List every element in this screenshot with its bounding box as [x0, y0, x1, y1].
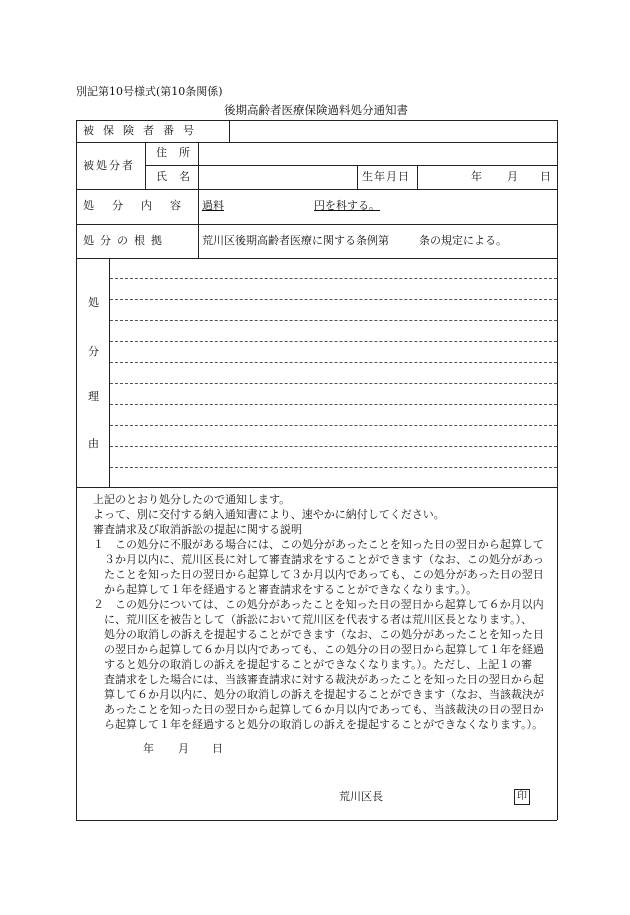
- reason-label-char: 処: [88, 296, 99, 309]
- explanation-line: から起算して１年を経過すると審査請求をすることができなくなります。）。: [104, 583, 478, 596]
- explanation-line: ら起算して１年を経過すると処分の取消しの訴えを提起することができなくなります。）。: [104, 718, 544, 731]
- insured-number-label: 被保険者番号: [83, 124, 203, 137]
- explanation-line: ３か月以内に、荒川区長に対して審査請求をすることができます（なお、この処分があっ: [104, 553, 544, 566]
- basis-text: [202, 234, 507, 248]
- address-field[interactable]: [199, 143, 556, 164]
- basis-text-ordinance: 荒川区後期高齢者医療に関する条例第: [202, 234, 389, 247]
- seal-mark: 印: [514, 789, 530, 805]
- explanation-line: すると処分の取消しの訴えを提起することができなくなります。）。ただし、上記１の審: [104, 658, 533, 671]
- address-label: 住所: [156, 146, 202, 159]
- basis-label: 処分の根拠: [83, 234, 168, 247]
- explanation-line: あったことを知った日の翌日から起算して６か月以内であっても、当該裁決の日の翌日か: [104, 703, 544, 716]
- form-reference: 別記第10号様式(第10条関係): [76, 85, 223, 98]
- issuer-name: 荒川区長: [339, 790, 383, 803]
- document-title: 後期高齢者医療保険過料処分通知書: [224, 103, 408, 117]
- explanation-line: 査請求をした場合には、当該審査請求に対する裁決があったことを知った日の翌日から起: [104, 673, 544, 686]
- fine-prefix: 過料: [202, 199, 224, 212]
- explanation-line: たことを知った日の翌日から起算して３か月以内であっても、この処分があった日の翌日: [104, 568, 544, 581]
- dob-label: 生年月日: [362, 170, 410, 183]
- notice-line-1: 上記のとおり処分したので通知します。: [93, 493, 291, 506]
- issue-month-unit: 月: [178, 742, 189, 755]
- notice-line-2: よって、別に交付する納入通知書により、速やかに納付してください。: [93, 508, 445, 521]
- insured-number-field[interactable]: [230, 121, 556, 141]
- dob-field[interactable]: [418, 166, 556, 188]
- name-field[interactable]: [199, 166, 356, 188]
- dob-year-unit: 年: [471, 170, 482, 183]
- explanation-heading: 審査請求及び取消訴訟の提起に関する説明: [93, 523, 302, 536]
- issue-year-unit: 年: [143, 742, 154, 755]
- dob-day-unit: 日: [540, 170, 551, 183]
- explanation-line: ２ この処分については、この処分があったことを知った日の翌日から起算して６か月以内: [93, 598, 544, 611]
- name-label: 氏名: [156, 170, 202, 183]
- explanation-line: 処分の取消しの訴えを提起することができます（なお、この処分があったことを知った日: [104, 628, 544, 641]
- reason-label-char: 分: [88, 345, 99, 358]
- explanation-line: １ この処分に不服がある場合には、この処分があったことを知った日の翌日から起算して: [93, 538, 544, 551]
- explanation-line: に、荒川区を被告として（訴訟において荒川区を代表する者は荒川区長となります。）、: [104, 613, 533, 626]
- reason-label-char: 由: [88, 437, 99, 450]
- reason-field[interactable]: [110, 259, 556, 486]
- reason-label-char: 理: [88, 390, 99, 403]
- explanation-line: の翌日から起算して６か月以内であっても、この処分の日の翌日から起算して１年を経過: [104, 643, 544, 656]
- subject-label: 被処分者: [83, 159, 135, 172]
- issue-day-unit: 日: [212, 742, 223, 755]
- basis-text-end: 条の規定による。: [419, 234, 507, 247]
- content-text: [202, 199, 380, 213]
- dob-month-unit: 月: [507, 170, 518, 183]
- content-label: 処分内容: [83, 199, 199, 212]
- fine-suffix-yen: 円を科する。: [314, 199, 380, 212]
- fine-amount-field[interactable]: [224, 199, 314, 211]
- explanation-line: 算して６か月以内に、処分の取消しの訴えを提起することができます（なお、当該裁決が: [104, 688, 544, 701]
